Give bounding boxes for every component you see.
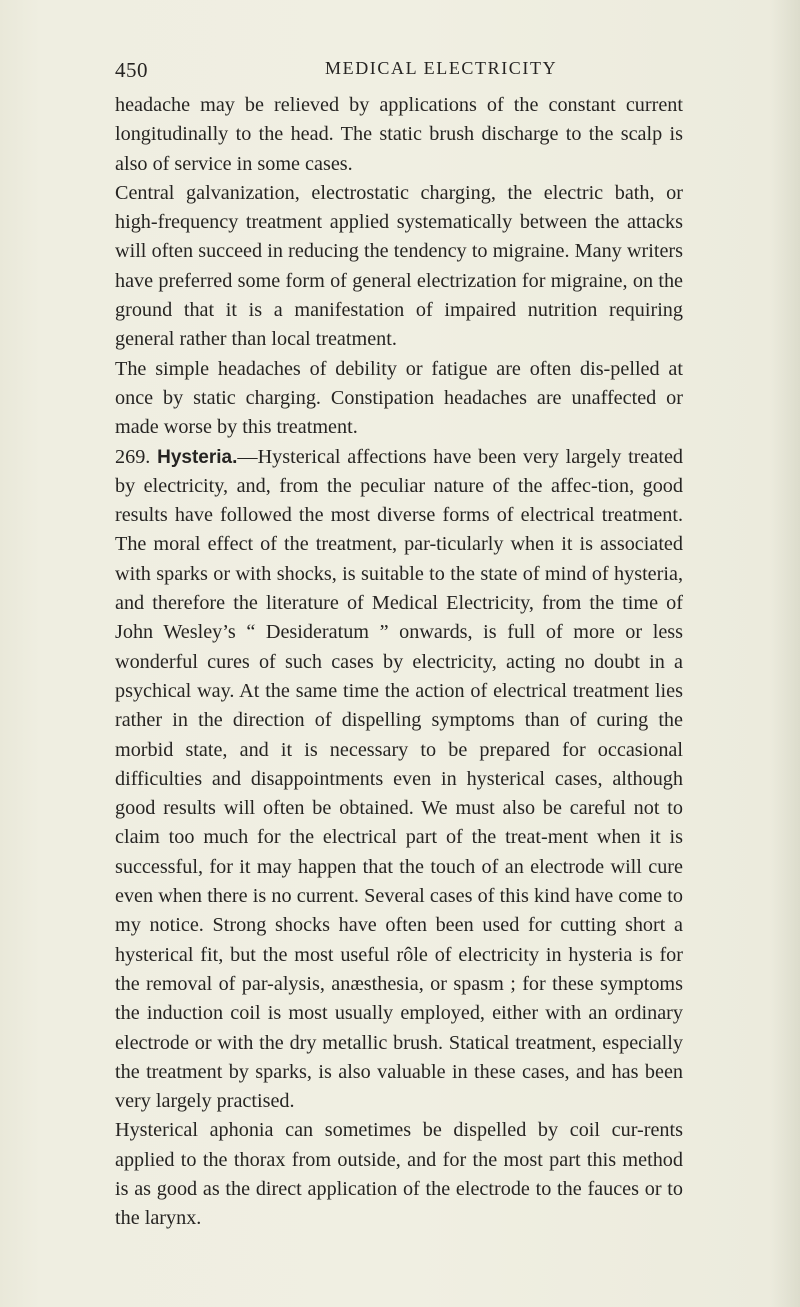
hysteria-text: —Hysterical affections have been very largely treated by electricity, and, from the peculiar nature of the affec-tion, good results have followed the most diverse forms of electrical treatment. The moral effect of the treatment, par-ticularly when it is associated with sparks or with shocks, is suitable to the state of mind of hysteria, and therefore the literature of Medical Electricity, from the time of John Wesley’s “ Desideratum ” onwards, is full of more or less wonderful cures of such cases by electricity, acting no doubt in a psychical way. At the same time the action of electrical treatment lies rather in the direction of dispelling symptoms than of curing the morbid state, and it is necessary to be prepared for occasional difficulties and disappointments even in hysterical cases, although good results will often be obtained. We must also be careful not to claim too much for the electrical part of the treat-ment when it is successful, for it may happen that the touch of an electrode will cure even when there is no current. Several cases of this kind have come to my notice. Strong shocks have often been used for cutting short a hysterical fit, but the most useful rôle of electricity in hysteria is for the removal of par-alysis, anæsthesia, or spasm ; for these symptoms the induction coil is most usually employed, either with an ordinary electrode or with the dry metallic brush. Statical treatment, especially the treatment by sparks, is also valuable in these cases, and has been very largely practised. <box>115 445 683 1113</box>
paragraph-hysteria <box>115 443 683 1117</box>
paragraph-central-galvanization: Central galvanization, electrostatic charging, the electric bath, or high-frequency treatment applied systematically between the attacks will often succeed in reducing the tendency to migraine. Many writers have preferred some form of general electrization for migraine, on the ground that it is a manifestation of impaired nutrition requiring general rather than local treatment. <box>115 181 683 351</box>
section-number: 269. <box>115 445 151 468</box>
body-text <box>115 91 683 1234</box>
paragraph-headache-continued: headache may be relieved by applications of the constant current longitudinally to the head. The static brush discharge to the scalp is also of service in some cases. <box>115 94 683 175</box>
section-heading: Hysteria. <box>157 446 238 468</box>
paragraph-hysterical-aphonia: Hysterical aphonia can sometimes be dispelled by coil cur-rents applied to the thorax from outside, and for the most part this method is as good as the direct application of the electrode to the fauces or to the larynx. <box>115 1119 683 1230</box>
running-title: MEDICAL ELECTRICITY <box>325 58 558 78</box>
page-header <box>115 58 685 84</box>
page-number: 450 <box>115 58 148 82</box>
paragraph-simple-headaches: The simple headaches of debility or fatigue are often dis-pelled at once by static charging. Constipation headaches are unaffected or made worse by this treatment. <box>115 357 683 439</box>
